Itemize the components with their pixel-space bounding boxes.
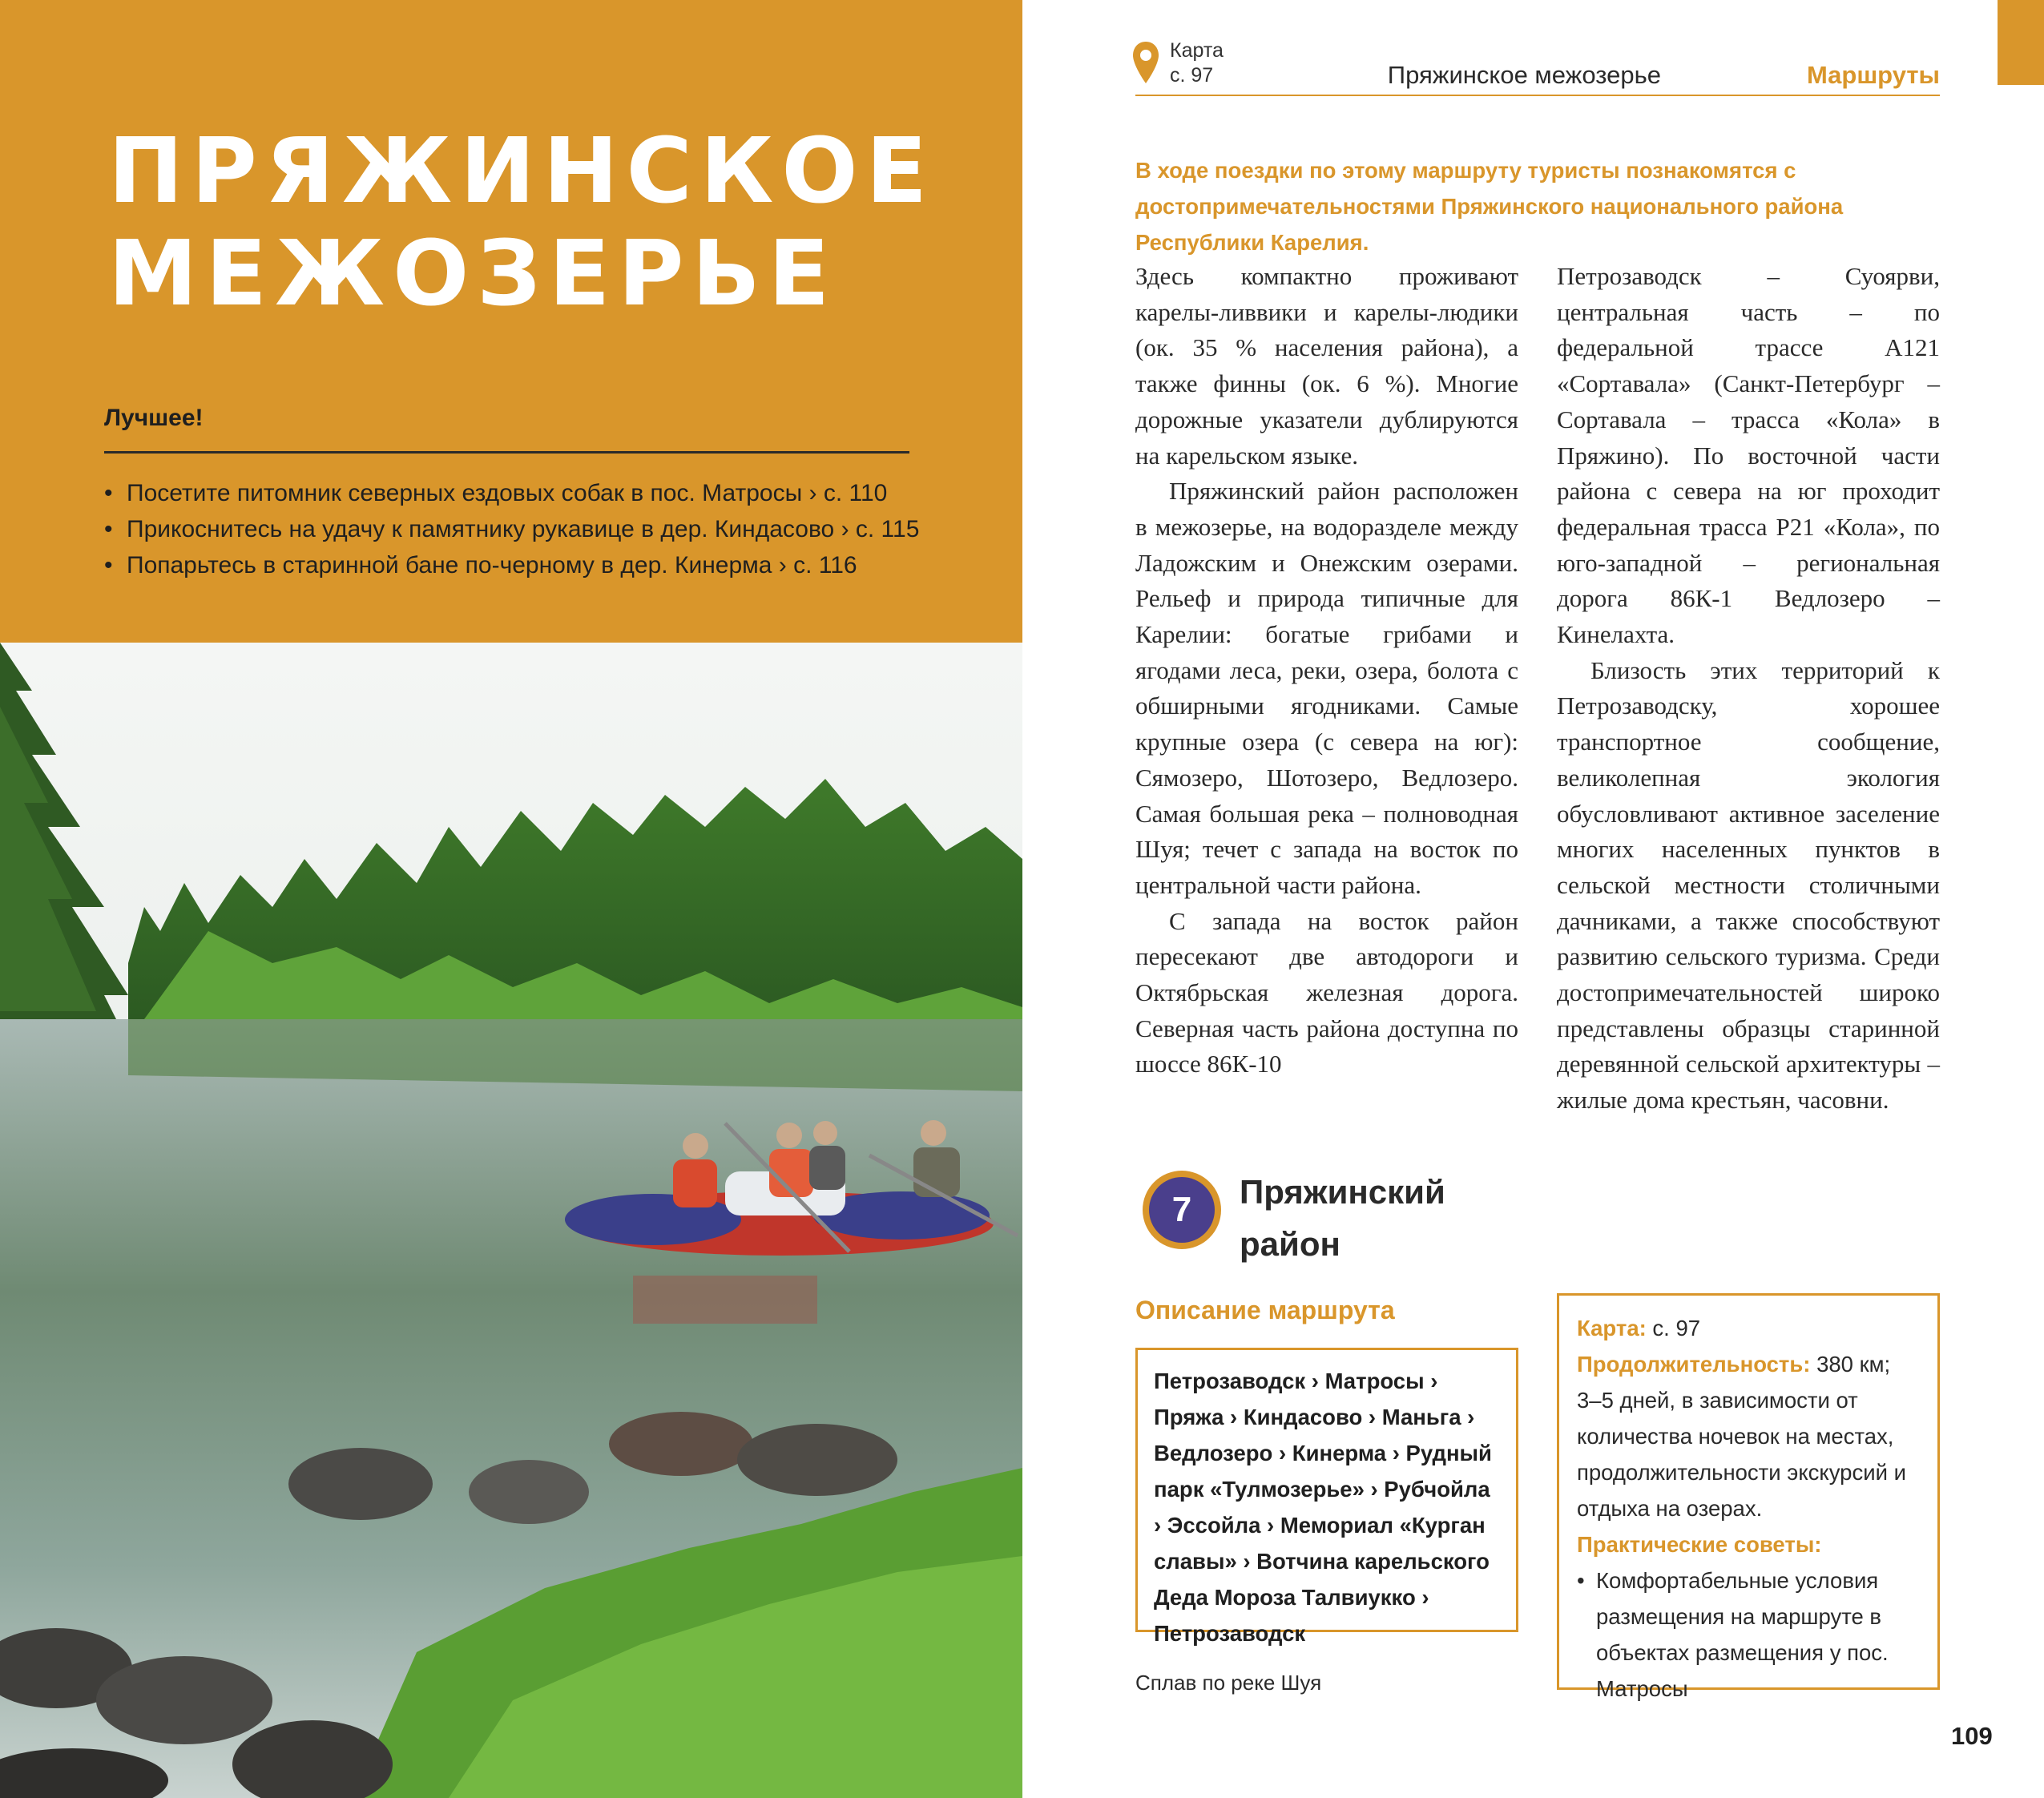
info-duration-row bbox=[1577, 1346, 1920, 1382]
paragraph: Пряжинский район расположен в межозерье, на водоразделе между Ладожским и Онежским озерами. Рельеф и природа типичные для Карелии: богатые грибами и ягодами леса, реки, озера, болота с обширными ягодниками. Самые крупные озера (с севера на юг): Сямозеро, Шотозеро, Ведлозеро. Самая большая река – полноводная Шуя; течет с запада на восток по центральной части района. bbox=[1135, 477, 1518, 899]
best-label: Лучшее! bbox=[104, 405, 204, 431]
info-duration-label: Продолжительность: bbox=[1577, 1352, 1811, 1377]
page-title-line-1: ПРЯЖИНСКОЕ bbox=[108, 119, 936, 224]
body-column-2 bbox=[1557, 259, 1940, 1119]
page-number: 109 bbox=[1951, 1722, 1993, 1750]
info-duration-value: 380 км; bbox=[1810, 1352, 1891, 1377]
page-title bbox=[108, 120, 990, 325]
divider bbox=[104, 451, 909, 454]
map-label: Карта bbox=[1170, 39, 1224, 62]
district-title-line-1: Пряжинский bbox=[1240, 1173, 1445, 1211]
info-box bbox=[1557, 1293, 1940, 1701]
list-item: • Попарьтесь в старинной бане по-черному в дер. Кинерма › с. 116 bbox=[104, 547, 919, 583]
header-section-title: Пряжинское межозерье bbox=[1387, 61, 1661, 89]
list-item: • Комфортабельные условия размещения на маршруте в объектах размещения у пос. Матросы bbox=[1577, 1562, 1920, 1707]
district-number-badge bbox=[1143, 1171, 1221, 1249]
body-column-1 bbox=[1135, 259, 1518, 1082]
list-item: • Прикоснитесь на удачу к памятнику рукавице в дер. Киндасово › с. 115 bbox=[104, 511, 919, 547]
route-text: Петрозаводск › Матросы › Пряжа › Киндасово › Маньга › Ведлозеро › Кинерма › Рудный парк «Тулмозерье» › Рубчойла › Эссойла › Мемориал «Курган славы» › Вотчина карельского Деда Мороза Талвиукко › Петрозаводск bbox=[1154, 1369, 1492, 1646]
best-list bbox=[104, 475, 919, 583]
photo-caption: Сплав по реке Шуя bbox=[1135, 1671, 1322, 1695]
info-tips-list bbox=[1577, 1562, 1920, 1707]
paragraph: Здесь компактно проживают карелы-ливвики и карелы-людики (ок. 35 % населения района), а также финны (ок. 6 %). Многие дорожные указатели дублируются на карельском языке. bbox=[1135, 262, 1518, 470]
paragraph: Близость этих территорий к Петрозаводску, хорошее транспортное сообщение, великолепная экология обусловливают активное заселение многих населенных пунктов в сельской местности столичными дачниками, а также способствуют развитию сельского туризма. Среди достопримечательностей широко представлены образцы старинной деревянной сельской архитектуры – жилые дома крестьян, часовни. bbox=[1557, 655, 1940, 1115]
district-title-line-2: район bbox=[1240, 1225, 1340, 1263]
intro-text: В ходе поездки по этому маршруту туристы познакомятся с достопримечательностями Пряжинского национального района Республики Карелия. bbox=[1135, 158, 1844, 255]
header-divider bbox=[1135, 95, 1940, 96]
info-tips-label: Практические советы: bbox=[1577, 1532, 1822, 1557]
district-title bbox=[1240, 1166, 1560, 1270]
info-map-value: с. 97 bbox=[1646, 1316, 1701, 1340]
info-map-label: Карта: bbox=[1577, 1316, 1647, 1340]
map-pin-icon bbox=[1131, 40, 1160, 89]
map-reference bbox=[1170, 38, 1224, 88]
corner-tab bbox=[1998, 0, 2044, 85]
header-category: Маршруты bbox=[1806, 61, 1940, 89]
title-panel bbox=[0, 0, 1022, 643]
paragraph: С запада на восток район пересекают две автодороги и Октябрьская железная дорога. Северная часть района доступна по шоссе 86К-10 bbox=[1135, 906, 1518, 1078]
info-duration-detail: 3–5 дней, в зависимости от количества ночевок на местах, продолжительности экскурсий и отдыха на озерах. bbox=[1577, 1388, 1906, 1521]
route-heading: Описание маршрута bbox=[1135, 1296, 1395, 1324]
list-item: • Посетите питомник северных ездовых собак в пос. Матросы › с. 110 bbox=[104, 475, 919, 511]
district-number: 7 bbox=[1149, 1177, 1215, 1243]
river-photo bbox=[0, 643, 1022, 1798]
info-map-row bbox=[1577, 1310, 1920, 1346]
map-page: с. 97 bbox=[1170, 64, 1214, 87]
route-box bbox=[1135, 1348, 1518, 1646]
paragraph: Петрозаводск – Суоярви, центральная часть – по федеральной трассе А121 «Сортавала» (Санкт-Петербург – Сортавала – трасса «Кола» в Пряжино). По восточной части района с севера на юг проходит федеральная трасса Р21 «Кола», по юго-западной – региональная дорога 86К-1 Ведлозеро – Кинелахта. bbox=[1557, 262, 1940, 649]
page-title-line-2: МЕЖОЗЕРЬЕ bbox=[108, 222, 838, 326]
